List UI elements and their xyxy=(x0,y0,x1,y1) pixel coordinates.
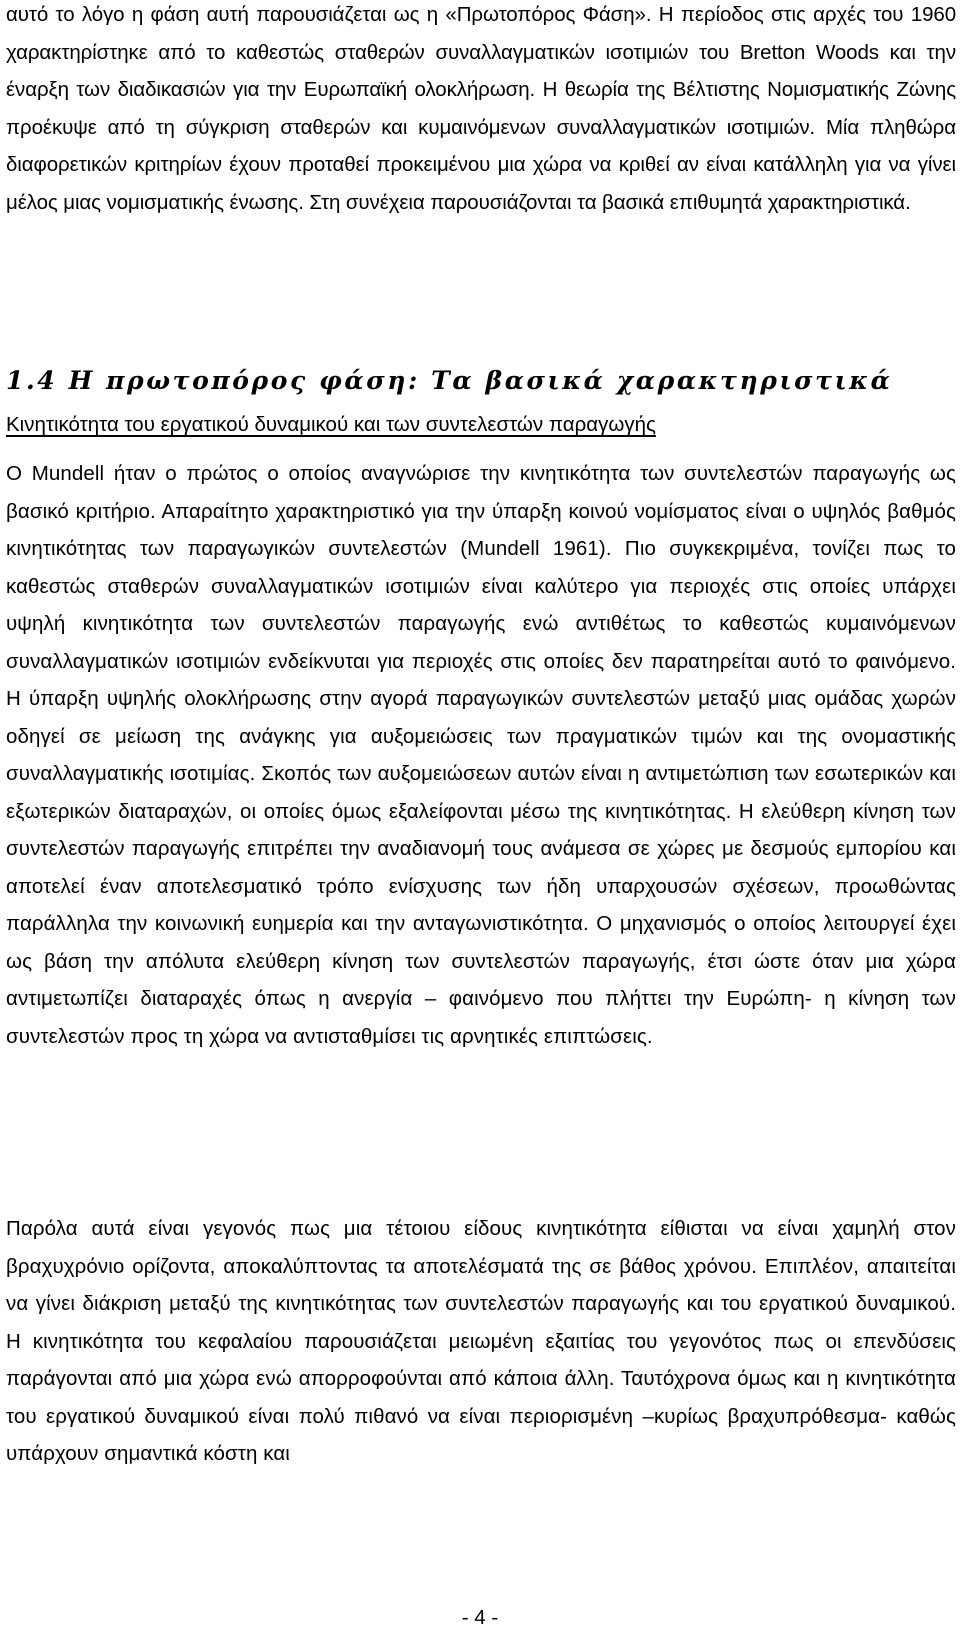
subsection-heading: Κινητικότητα του εργατικού δυναμικού και των συντελεστών παραγωγής xyxy=(6,413,656,436)
page-number: - 4 - xyxy=(461,1606,499,1629)
intro-paragraph: αυτό το λόγο η φάση αυτή παρουσιάζεται ως η «Πρωτοπόρος Φάση». Η περίοδος στις αρχές του 1960 χαρακτηρίστηκε από το καθεστώς σταθερών συναλλαγματικών ισοτιμιών του Bretton Woods και την έναρξη των διαδικασιών για την Ευρωπαϊκή ολοκλήρωση. Η θεωρία της Βέλτιστης Νομισματικής Ζώνης προέκυψε από τη σύγκριση σταθερών και κυμαινόμενων συναλλαγματικών ισοτιμιών. Μία πληθώρα διαφορετικών κριτηρίων έχουν προταθεί προκειμένου μια χώρα να κριθεί αν είναι κατάλληλη για να γίνει μέλος μιας νομισματικής ένωσης. Στη συνέχεια παρουσιάζονται τα βασικά επιθυμητά χαρακτηριστικά. xyxy=(6,3,956,214)
body-paragraph-2: Παρόλα αυτά είναι γεγονός πως μια τέτοιου είδους κινητικότητα είθισται να είναι χαμηλή στον βραχυχρόνιο ορίζοντα, αποκαλύπτοντας τα αποτελέσματά της σε βάθος χρόνου. Επιπλέον, απαιτείται να γίνει διάκριση μεταξύ της κινητικότητας των συντελεστών παραγωγής και του εργατικού δυναμικού. Η κινητικότητα του κεφαλαίου παρουσιάζεται μειωμένη εξαιτίας του γεγονότος πως οι επενδύσεις παράγονται από μια χώρα ενώ απορροφούνται από κάποια άλλη. Ταυτόχρονα όμως και η κινητικότητα του εργατικού δυναμικού είναι πολύ πιθανό να είναι περιορισμένη –κυρίως βραχυπρόθεσμα- καθώς υπάρχουν σημαντικά κόστη και xyxy=(6,1217,956,1465)
section-heading: 1.4 Η πρωτοπόρος φάση: Τα βασικά χαρακτηριστικά xyxy=(6,366,893,395)
body-paragraph-1: Ο Mundell ήταν ο πρώτος ο οποίος αναγνώρισε την κινητικότητα των συντελεστών παραγωγής ως βασικό κριτήριο. Απαραίτητο χαρακτηριστικό για την ύπαρξη κοινού νομίσματος είναι ο υψηλός βαθμός κινητικότητας των παραγωγικών συντελεστών (Mundell 1961). Πιο συγκεκριμένα, τονίζει πως το καθεστώς σταθερών συναλλαγματικών ισοτιμιών είναι καλύτερο για περιοχές στις οποίες υπάρχει υψηλή κινητικότητα των συντελεστών παραγωγής ενώ αντιθέτως το καθεστώς κυμαινόμενων συναλλαγματικών ισοτιμιών ενδείκνυται για περιοχές στις οποίες δεν παρατηρείται αυτό το φαινόμενο. Η ύπαρξη υψηλής ολοκλήρωσης στην αγορά παραγωγικών συντελεστών μεταξύ μιας ομάδας χωρών οδηγεί σε μείωση της ανάγκης για αυξομειώσεις των πραγματικών τιμών και της ονομαστικής συναλλαγματικής ισοτιμίας. Σκοπός των αυξομειώσεων αυτών είναι η αντιμετώπιση των εσωτερικών και εξωτερικών διαταραχών, οι οποίες όμως εξαλείφονται μέσω της κινητικότητας. Η ελεύθερη κίνηση των συντελεστών παραγωγής επιτρέπει την αναδιανομή τους ανάμεσα σε χώρες με δεσμούς εμπορίου και αποτελεί έναν αποτελεσματικό τρόπο ενίσχυσης των ήδη υπαρχουσών σχέσεων, προωθώντας παράλληλα την κοινωνική ευημερία και την ανταγωνιστικότητα. Ο μηχανισμός ο οποίος λειτουργεί έχει ως βάση την απόλυτα ελεύθερη κίνηση των συντελεστών παραγωγής, έτσι ώστε όταν μια χώρα αντιμετωπίζει διαταραχές όπως η ανεργία – φαινόμενο που πλήττει την Ευρώπη- η κίνηση των συντελεστών προς τη χώρα να αντισταθμίσει τις αρνητικές επιπτώσεις. xyxy=(6,462,956,1048)
body-paragraph-2-block xyxy=(6,1210,956,1473)
body-paragraph-1-block xyxy=(6,455,956,1055)
intro-paragraph-block xyxy=(6,0,956,221)
